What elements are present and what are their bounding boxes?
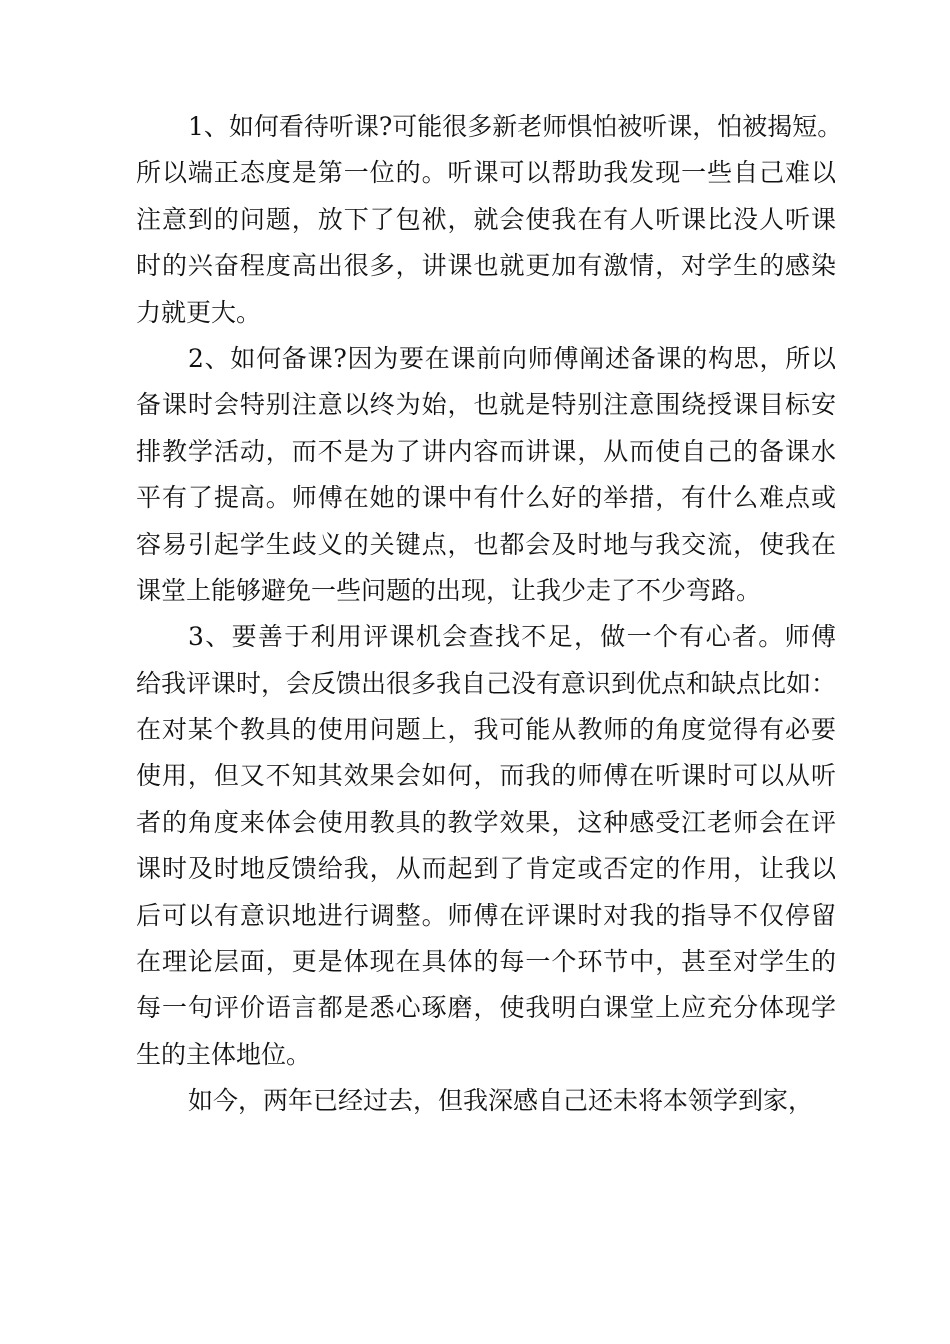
paragraph-line: 备课时会特别注意以终为始，也就是特别注意围绕授课目标安 (136, 390, 836, 420)
paragraph-line: 排教学活动，而不是为了讲内容而讲课，从而使自己的备课水 (136, 436, 836, 466)
paragraph-line: 在对某个教具的使用问题上，我可能从教师的角度觉得有必要 (136, 715, 836, 745)
paragraph-line: 后可以有意识地进行调整。师傅在评课时对我的指导不仅停留 (136, 900, 836, 930)
paragraph-line: 每一句评价语言都是悉心琢磨，使我明白课堂上应充分体现学 (136, 993, 836, 1023)
paragraph-4 (136, 1078, 836, 1124)
paragraph-line: 课堂上能够避免一些问题的出现，让我少走了不少弯路。 (136, 575, 762, 605)
paragraph-line: 给我评课时，会反馈出很多我自己没有意识到优点和缺点比如： (136, 668, 837, 698)
paragraph-line: 者的角度来体会使用教具的教学效果，这种感受江老师会在评 (136, 807, 836, 837)
paragraph-line: 容易引起学生歧义的关键点，也都会及时地与我交流，使我在 (136, 529, 836, 559)
paragraph-line: 所以端正态度是第一位的。听课可以帮助我发现一些自己难以 (136, 158, 836, 188)
document-body (136, 104, 843, 1125)
paragraph-line: 在理论层面，更是体现在具体的每一个环节中，甚至对学生的 (136, 947, 836, 977)
paragraph-1 (136, 104, 843, 336)
paragraph-line: 平有了提高。师傅在她的课中有什么好的举措，有什么难点或 (136, 483, 836, 513)
paragraph-line: 力就更大。 (136, 297, 262, 327)
paragraph-3 (136, 614, 836, 1078)
paragraph-2 (136, 336, 836, 614)
paragraph-line: 注意到的问题，放下了包袱，就会使我在有人听课比没人听课 (136, 204, 836, 234)
paragraph-line: 3、要善于利用评课机会查找不足，做一个有心者。师傅 (188, 622, 836, 652)
paragraph-line: 1、如何看待听课?可能很多新老师惧怕被听课，怕被揭短。 (188, 112, 843, 141)
paragraph-line: 2、如何备课?因为要在课前向师傅阐述备课的构思，所以 (188, 343, 836, 373)
paragraph-line: 如今，两年已经过去，但我深感自己还未将本领学到家， (188, 1086, 814, 1116)
paragraph-line: 时的兴奋程度高出很多，讲课也就更加有激情，对学生的感染 (136, 251, 836, 281)
paragraph-line: 课时及时地反馈给我，从而起到了肯定或否定的作用，让我以 (136, 854, 836, 884)
paragraph-line: 使用，但又不知其效果会如何，而我的师傅在听课时可以从听 (136, 761, 836, 791)
paragraph-line: 生的主体地位。 (136, 1039, 312, 1069)
